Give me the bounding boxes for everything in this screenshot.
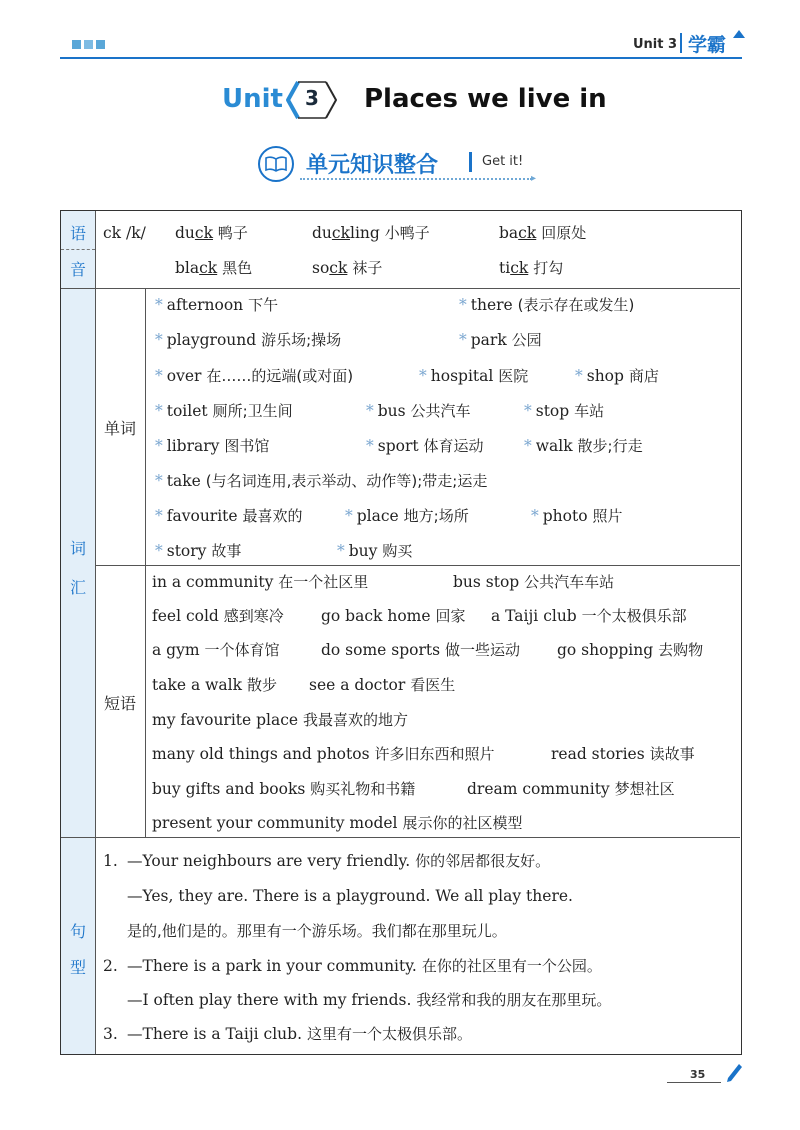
phrase: in a community 在一个社区里 bbox=[152, 573, 369, 591]
sentence-number: 3. bbox=[103, 1025, 118, 1043]
vocab-word: * take (与名词连用,表示举动、动作等);带走;运走 bbox=[155, 472, 488, 490]
phrase: feel cold 感到寒冷 bbox=[152, 607, 284, 625]
phrase: do some sports 做一些运动 bbox=[321, 641, 521, 659]
vocab-word: * afternoon 下午 bbox=[155, 296, 279, 314]
unit-word: Unit bbox=[222, 84, 283, 114]
unit-number: 3 bbox=[305, 86, 319, 110]
vocab-word: * photo 照片 bbox=[531, 507, 623, 525]
vocab-word: * walk 散步;行走 bbox=[524, 437, 643, 455]
vocab-word: * shop 商店 bbox=[575, 367, 659, 385]
vocab-word: * over 在……的远端(或对面) bbox=[155, 367, 354, 385]
vocab-word: * bus 公共汽车 bbox=[366, 402, 471, 420]
section-divider bbox=[469, 152, 472, 172]
vocab-word: * buy 购买 bbox=[337, 542, 413, 560]
sentence-line: 是的,他们是的。那里有一个游乐场。我们都在那里玩儿。 bbox=[127, 922, 507, 940]
open-book-icon bbox=[258, 146, 294, 182]
header-unit-label: Unit 3 bbox=[633, 37, 678, 52]
phonics-word: sock 袜子 bbox=[312, 259, 383, 277]
category-sentences-2: 型 bbox=[69, 960, 86, 977]
phonics-word: black 黑色 bbox=[175, 259, 253, 277]
phrase: go shopping 去购物 bbox=[557, 641, 704, 659]
phrase: present your community model 展示你的社区模型 bbox=[152, 814, 523, 832]
vocab-word: * playground 游乐场;操场 bbox=[155, 331, 342, 349]
footer-rule bbox=[667, 1082, 721, 1083]
vocab-word: * hospital 医院 bbox=[419, 367, 529, 385]
phrase: my favourite place 我最喜欢的地方 bbox=[152, 711, 409, 729]
sentence-line: —I often play there with my friends. 我经常和我的朋友在那里玩。 bbox=[127, 991, 612, 1009]
sentence-number: 1. bbox=[103, 852, 118, 870]
vocab-word: * library 图书馆 bbox=[155, 437, 270, 455]
section-dotted-rule bbox=[300, 178, 532, 180]
band-sentences bbox=[61, 837, 95, 1054]
sentence-line: —Your neighbours are very friendly. 你的邻居都很友好。 bbox=[127, 852, 551, 870]
knowledge-table bbox=[60, 210, 742, 1055]
header-brand: 学霸 bbox=[688, 34, 727, 56]
phrase: bus stop 公共汽车车站 bbox=[453, 573, 615, 591]
page-number: 35 bbox=[690, 1068, 706, 1081]
category-vocabulary-2: 汇 bbox=[69, 580, 86, 597]
header-separator bbox=[680, 33, 682, 53]
sentence-line: —Yes, they are. There is a playground. We all play there. bbox=[127, 887, 573, 905]
sentence-line: —There is a park in your community. 在你的社区里有一个公园。 bbox=[127, 957, 602, 975]
phrase: go back home 回家 bbox=[321, 607, 466, 625]
phrase: dream community 梦想社区 bbox=[467, 780, 675, 798]
section-subtitle: Get it! bbox=[482, 154, 524, 169]
vocab-word: * story 故事 bbox=[155, 542, 242, 560]
unit-title: Places we live in bbox=[364, 84, 607, 114]
vocab-word: * park 公园 bbox=[459, 331, 542, 349]
graduation-cap-icon bbox=[733, 30, 745, 38]
phonics-word: duckling 小鸭子 bbox=[312, 224, 430, 242]
arrow-right-icon: ▸ bbox=[531, 173, 537, 184]
header-squares bbox=[72, 40, 105, 49]
header-rule bbox=[60, 57, 742, 59]
phonics-pattern: ck /k/ bbox=[103, 224, 146, 242]
vocab-word: * favourite 最喜欢的 bbox=[155, 507, 303, 525]
phrase: take a walk 散步 bbox=[152, 676, 277, 694]
phrase: read stories 读故事 bbox=[551, 745, 695, 763]
subcategory-phrases: 短语 bbox=[103, 694, 136, 713]
unit-number-badge bbox=[284, 80, 340, 120]
phrase: a gym 一个体育馆 bbox=[152, 641, 280, 659]
phrase: see a doctor 看医生 bbox=[309, 676, 456, 694]
phrase: many old things and photos 许多旧东西和照片 bbox=[152, 745, 495, 763]
phrase: buy gifts and books 购买礼物和书籍 bbox=[152, 780, 416, 798]
category-pronunciation-1: 语 bbox=[69, 226, 86, 243]
sentence-line: —There is a Taiji club. 这里有一个太极俱乐部。 bbox=[127, 1025, 472, 1043]
section-title: 单元知识整合 bbox=[306, 153, 439, 178]
vocab-word: * sport 体育运动 bbox=[366, 437, 484, 455]
vocab-word: * toilet 厕所;卫生间 bbox=[155, 402, 293, 420]
phonics-word: back 回原处 bbox=[499, 224, 587, 242]
vocab-word: * place 地方;场所 bbox=[345, 507, 469, 525]
vocab-word: * there (表示存在或发生) bbox=[459, 296, 635, 314]
phrase: a Taiji club 一个太极俱乐部 bbox=[491, 607, 687, 625]
category-vocabulary-1: 词 bbox=[69, 541, 86, 558]
sentence-number: 2. bbox=[103, 957, 118, 975]
band-vocabulary bbox=[61, 288, 95, 837]
phonics-word: duck 鸭子 bbox=[175, 224, 248, 242]
category-sentences-1: 句 bbox=[69, 924, 86, 941]
pencil-icon bbox=[724, 1060, 744, 1086]
subcategory-words: 单词 bbox=[103, 419, 136, 438]
vocab-word: * stop 车站 bbox=[524, 402, 605, 420]
phonics-word: tick 打勾 bbox=[499, 259, 564, 277]
category-pronunciation-2: 音 bbox=[69, 262, 86, 279]
